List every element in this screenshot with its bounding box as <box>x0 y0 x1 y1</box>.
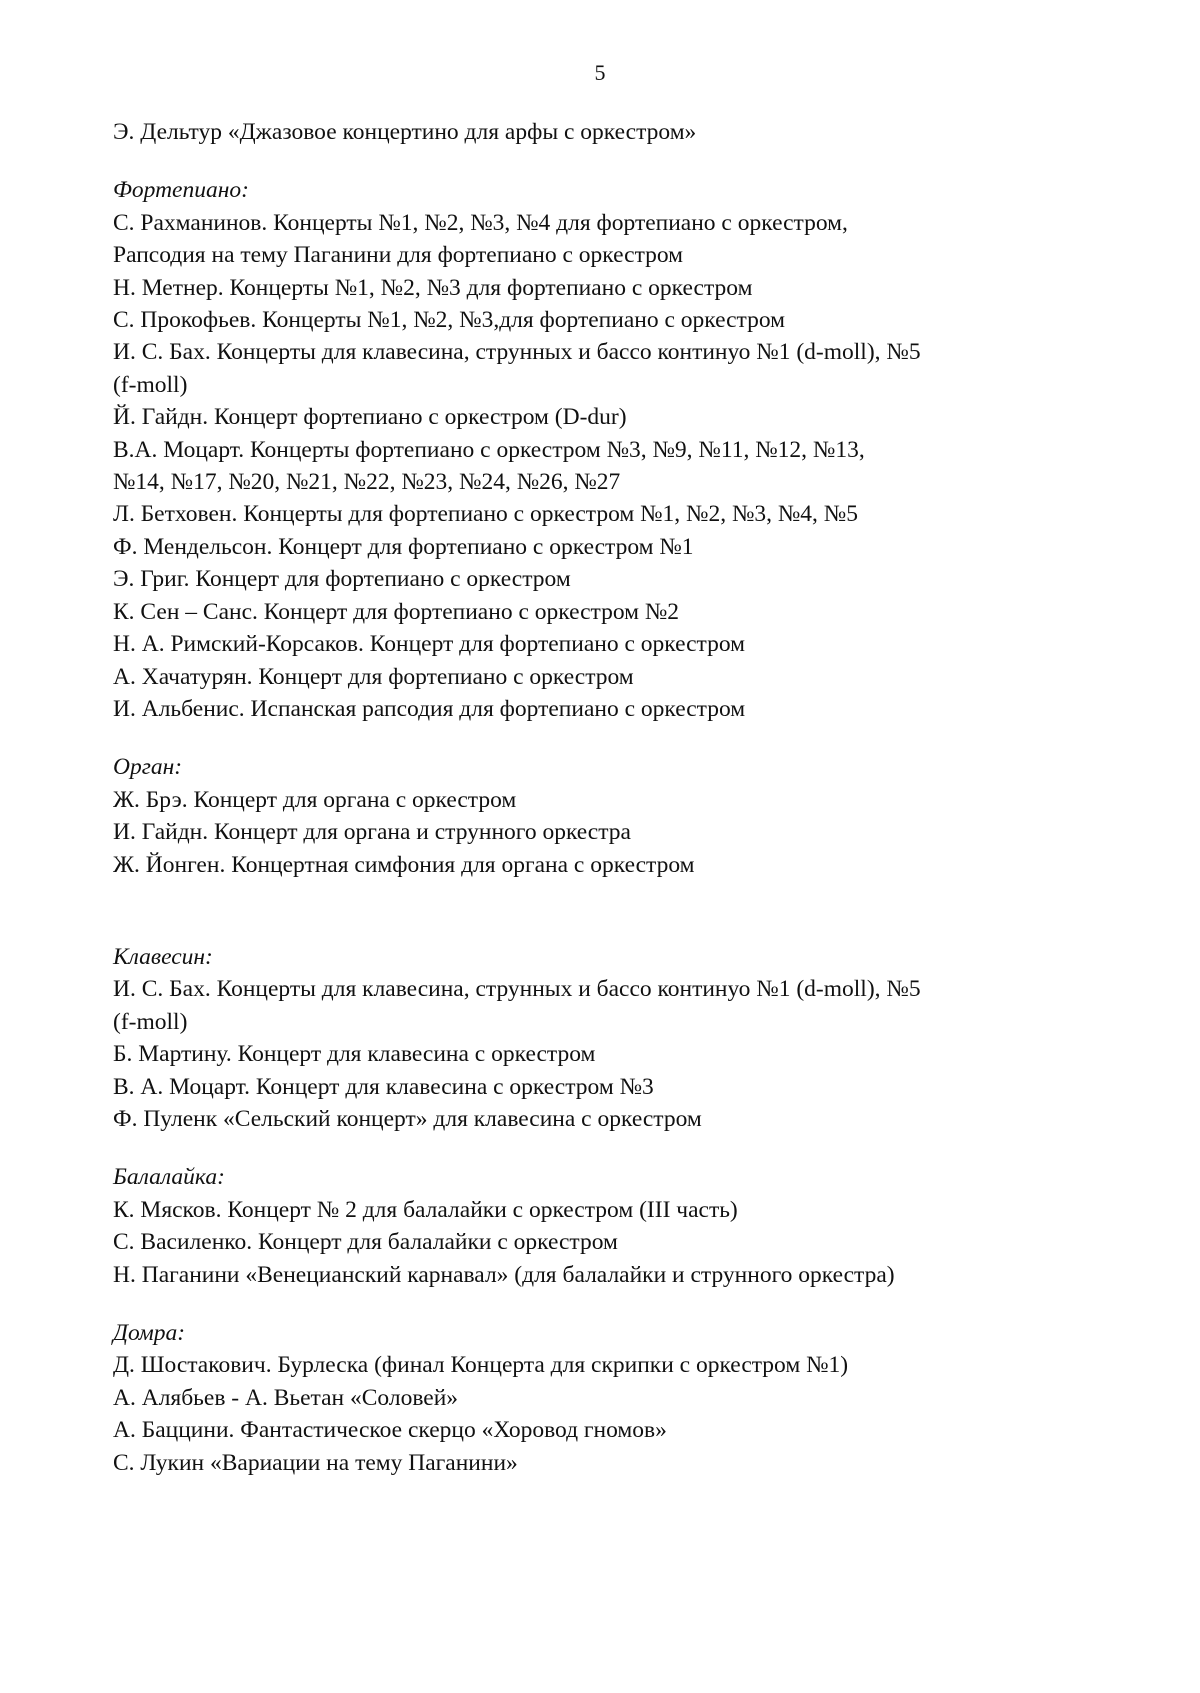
list-item: С. Лукин «Вариации на тему Паганини» <box>113 1449 518 1476</box>
section-piano <box>113 174 1113 725</box>
list-item: В. А. Моцарт. Концерт для клавесина с оркестром №3 <box>113 1073 654 1100</box>
document-body <box>113 116 1113 1479</box>
list-item: В.А. Моцарт. Концерты фортепиано с оркестром №3, №9, №11, №12, №13, <box>113 436 865 463</box>
list-item: Д. Шостакович. Бурлеска (финал Концерта для скрипки с оркестром №1) <box>113 1352 849 1379</box>
list-item: (f-moll) <box>113 1008 188 1035</box>
list-item: Й. Гайдн. Концерт фортепиано с оркестром (D-dur) <box>113 404 627 431</box>
list-item: Ж. Йонген. Концертная симфония для органа с оркестром <box>113 851 695 878</box>
section-heading: Клавесин: <box>113 943 213 970</box>
list-item: И. С. Бах. Концерты для клавесина, струнных и бассо континуо №1 (d-moll), №5 <box>113 976 921 1003</box>
list-item: Н. Метнер. Концерты №1, №2, №3 для фортепиано с оркестром <box>113 274 753 301</box>
list-item: Н. Паганини «Венецианский карнавал» (для балалайки и струнного оркестра) <box>113 1261 895 1288</box>
list-item: И. С. Бах. Концерты для клавесина, струнных и бассо континуо №1 (d-moll), №5 <box>113 339 921 366</box>
list-item: Ф. Мендельсон. Концерт для фортепиано с оркестром №1 <box>113 533 694 560</box>
list-item: С. Василенко. Концерт для балалайки с оркестром <box>113 1229 618 1256</box>
section-balalaika <box>113 1161 1113 1291</box>
list-item: Рапсодия на тему Паганини для фортепиано с оркестром <box>113 242 684 269</box>
list-item: Ф. Пуленк «Сельский концерт» для клавесина с оркестром <box>113 1105 702 1132</box>
list-item: (f-moll) <box>113 371 188 398</box>
section-heading: Фортепиано: <box>113 177 249 204</box>
list-item: А. Алябьев - А. Вьетан «Соловей» <box>113 1384 459 1411</box>
section-heading: Домра: <box>113 1320 186 1346</box>
list-item: Н. А. Римский-Корсаков. Концерт для фортепиано с оркестром <box>113 631 746 658</box>
list-item: И. Гайдн. Концерт для органа и струнного оркестра <box>113 819 631 846</box>
section-heading: Балалайка: <box>113 1164 225 1191</box>
list-item: С. Прокофьев. Концерты №1, №2, №3,для фортепиано с оркестром <box>113 307 786 334</box>
list-item: №14, №17, №20, №21, №22, №23, №24, №26, №27 <box>113 469 621 496</box>
list-item: А. Баццини. Фантастическое скерцо «Хоровод гномов» <box>113 1417 667 1444</box>
list-item: А. Хачатурян. Концерт для фортепиано с оркестром <box>113 663 634 690</box>
list-item: Э. Григ. Концерт для фортепиано с оркестром <box>113 566 571 593</box>
section-domra <box>113 1317 1113 1479</box>
page-number: 5 <box>594 60 606 85</box>
list-item: К. Мясков. Концерт № 2 для балалайки с оркестром (III часть) <box>113 1196 738 1223</box>
section-organ <box>113 751 1113 881</box>
list-item: Б. Мартину. Концерт для клавесина с оркестром <box>113 1041 596 1068</box>
section-heading: Орган: <box>113 754 183 781</box>
list-item: С. Рахманинов. Концерты №1, №2, №3, №4 для фортепиано с оркестром, <box>113 209 848 236</box>
intro-line: Э. Дельтур «Джазовое концертино для арфы с оркестром» <box>113 119 697 145</box>
section-harpsichord <box>113 941 1113 1135</box>
list-item: И. Альбенис. Испанская рапсодия для фортепиано с оркестром <box>113 695 746 722</box>
list-item: Л. Бетховен. Концерты для фортепиано с оркестром №1, №2, №3, №4, №5 <box>113 501 858 528</box>
list-item: К. Сен – Санс. Концерт для фортепиано с оркестром №2 <box>113 598 680 625</box>
list-item: Ж. Брэ. Концерт для органа с оркестром <box>113 786 517 813</box>
